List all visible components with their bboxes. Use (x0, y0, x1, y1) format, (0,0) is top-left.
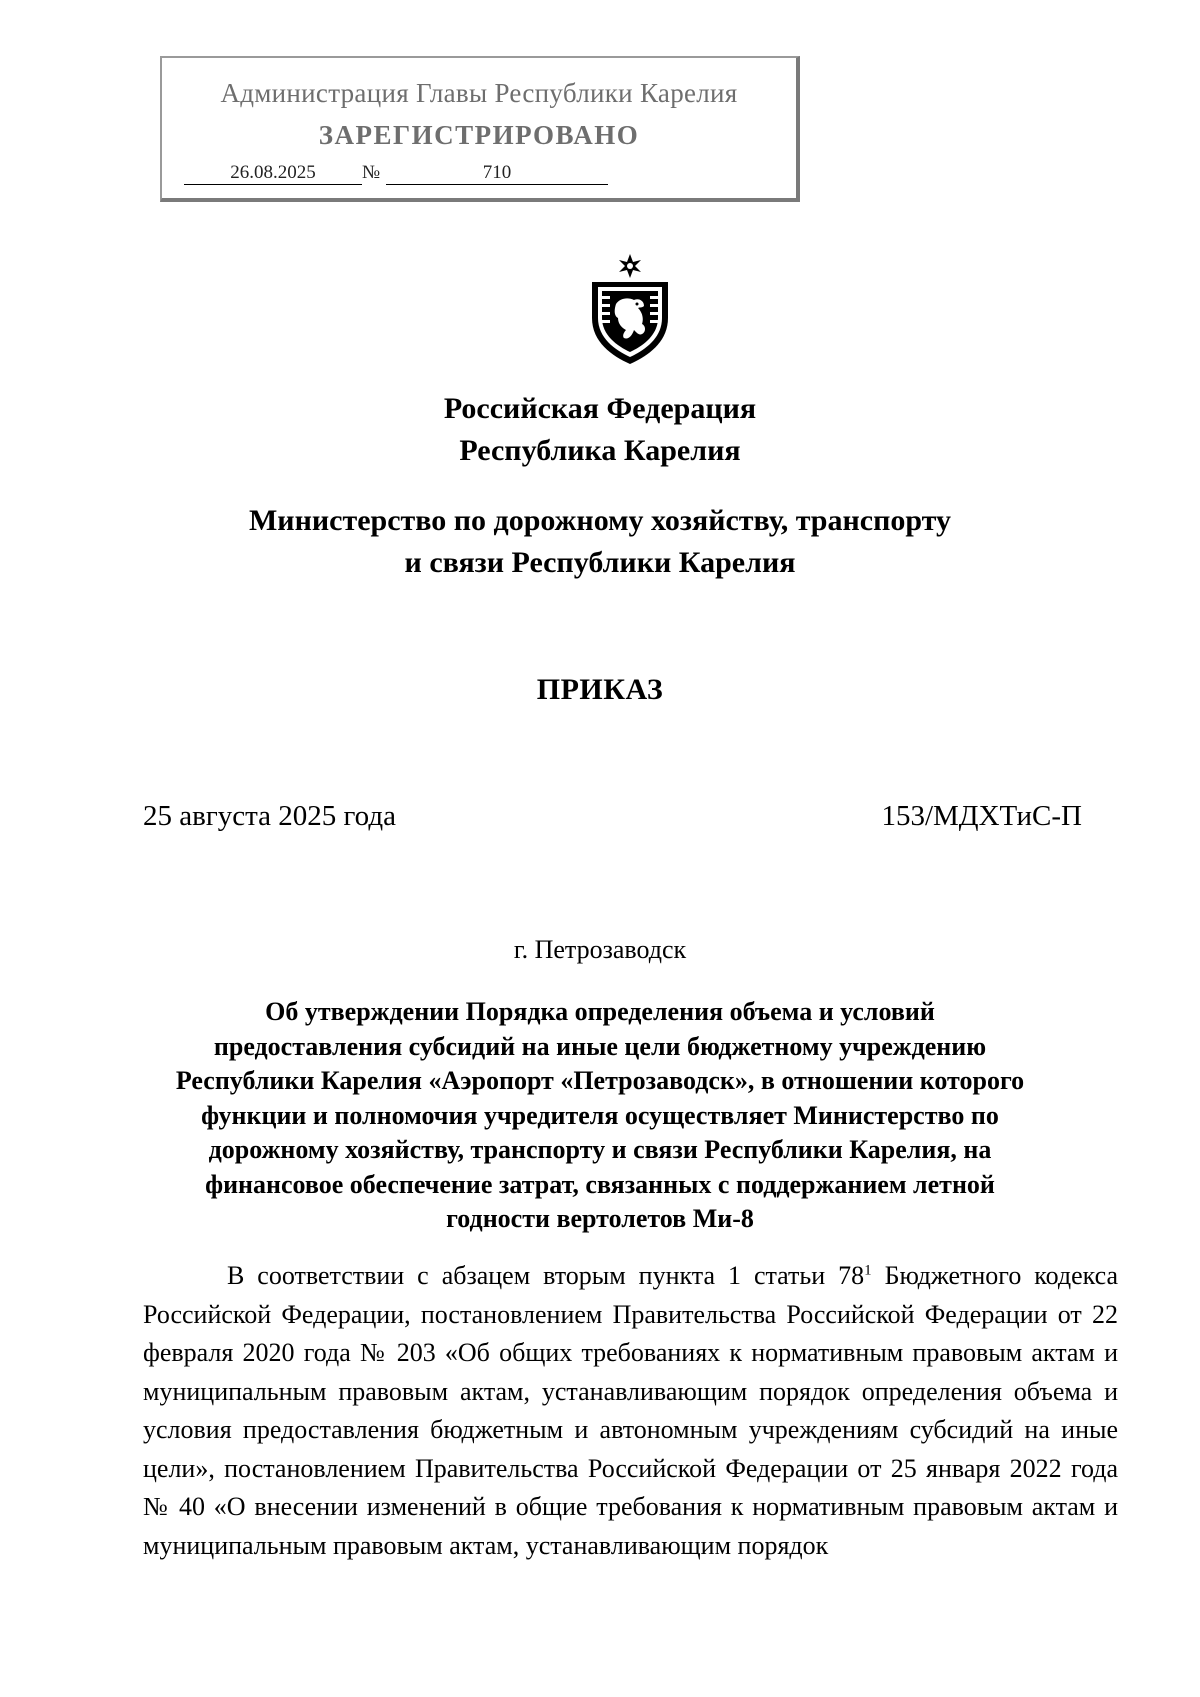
country-heading: Российская Федерация (443, 392, 757, 425)
subject-line: дорожному хозяйству, транспорту и связи Республики Карелия, на (208, 1135, 992, 1164)
subject-line: годности вертолетов Ми-8 (446, 1204, 754, 1233)
subject-line: предоставления субсидий на иные цели бюджетному учреждению (213, 1031, 987, 1061)
document-date: 25 августа 2025 года (143, 800, 396, 832)
city: г. Петрозаводск (513, 935, 687, 964)
subject-line: Об утверждении Порядка определения объема и условий (265, 997, 935, 1026)
ministry-heading-line2: и связи Республики Карелия (404, 546, 796, 579)
body-text-part2: Бюджетного кодекса Российской Федерации, постановлением Правительства Российской Федерации от 22 февраля 2020 года № 203 «Об общих требованиях к нормативным правовым актам и муниципальным правовым актам, устанавливающим порядок определения объема и условия предоставления бюджетным и автономным учреждениям субсидий на иные цели», постановлением Правительства Российской Федерации от 25 января 2022 года № 40 «О внесении изменений в общие требования к нормативным правовым актам и муниципальным правовым актам, устанавливающим порядок (143, 1261, 1119, 1560)
document-type: ПРИКАЗ (536, 673, 664, 706)
subject-line: Республики Карелия «Аэропорт «Петрозаводск», в отношении которого (175, 1066, 1025, 1095)
document-subject (160, 995, 1040, 1237)
subject-line: финансовое обеспечение затрат, связанных с поддержанием летной (205, 1169, 995, 1199)
ministry-heading-line1: Министерство по дорожному хозяйству, транспорту (248, 504, 952, 537)
article-superscript: 1 (864, 1262, 872, 1279)
stamp-date: 26.08.2025 (184, 162, 362, 185)
stamp-number-label: № (362, 162, 381, 183)
document-number: 153/МДХТиС-П (881, 800, 1082, 832)
subject-line: функции и полномочия учредителя осуществляет Министерство по (201, 1100, 999, 1130)
body-paragraph (143, 1257, 1118, 1565)
stamp-status: ЗАРЕГИСТРИРОВАНО (318, 120, 640, 150)
registration-stamp (160, 56, 800, 202)
karelia-coat-of-arms-icon (584, 252, 676, 366)
stamp-number: 710 (386, 162, 608, 185)
region-heading: Республика Карелия (459, 434, 741, 467)
body-text-part1: В соответствии с абзацем вторым пункта 1 статьи 78 (227, 1261, 865, 1290)
stamp-title: Администрация Главы Республики Карелия (220, 78, 738, 108)
